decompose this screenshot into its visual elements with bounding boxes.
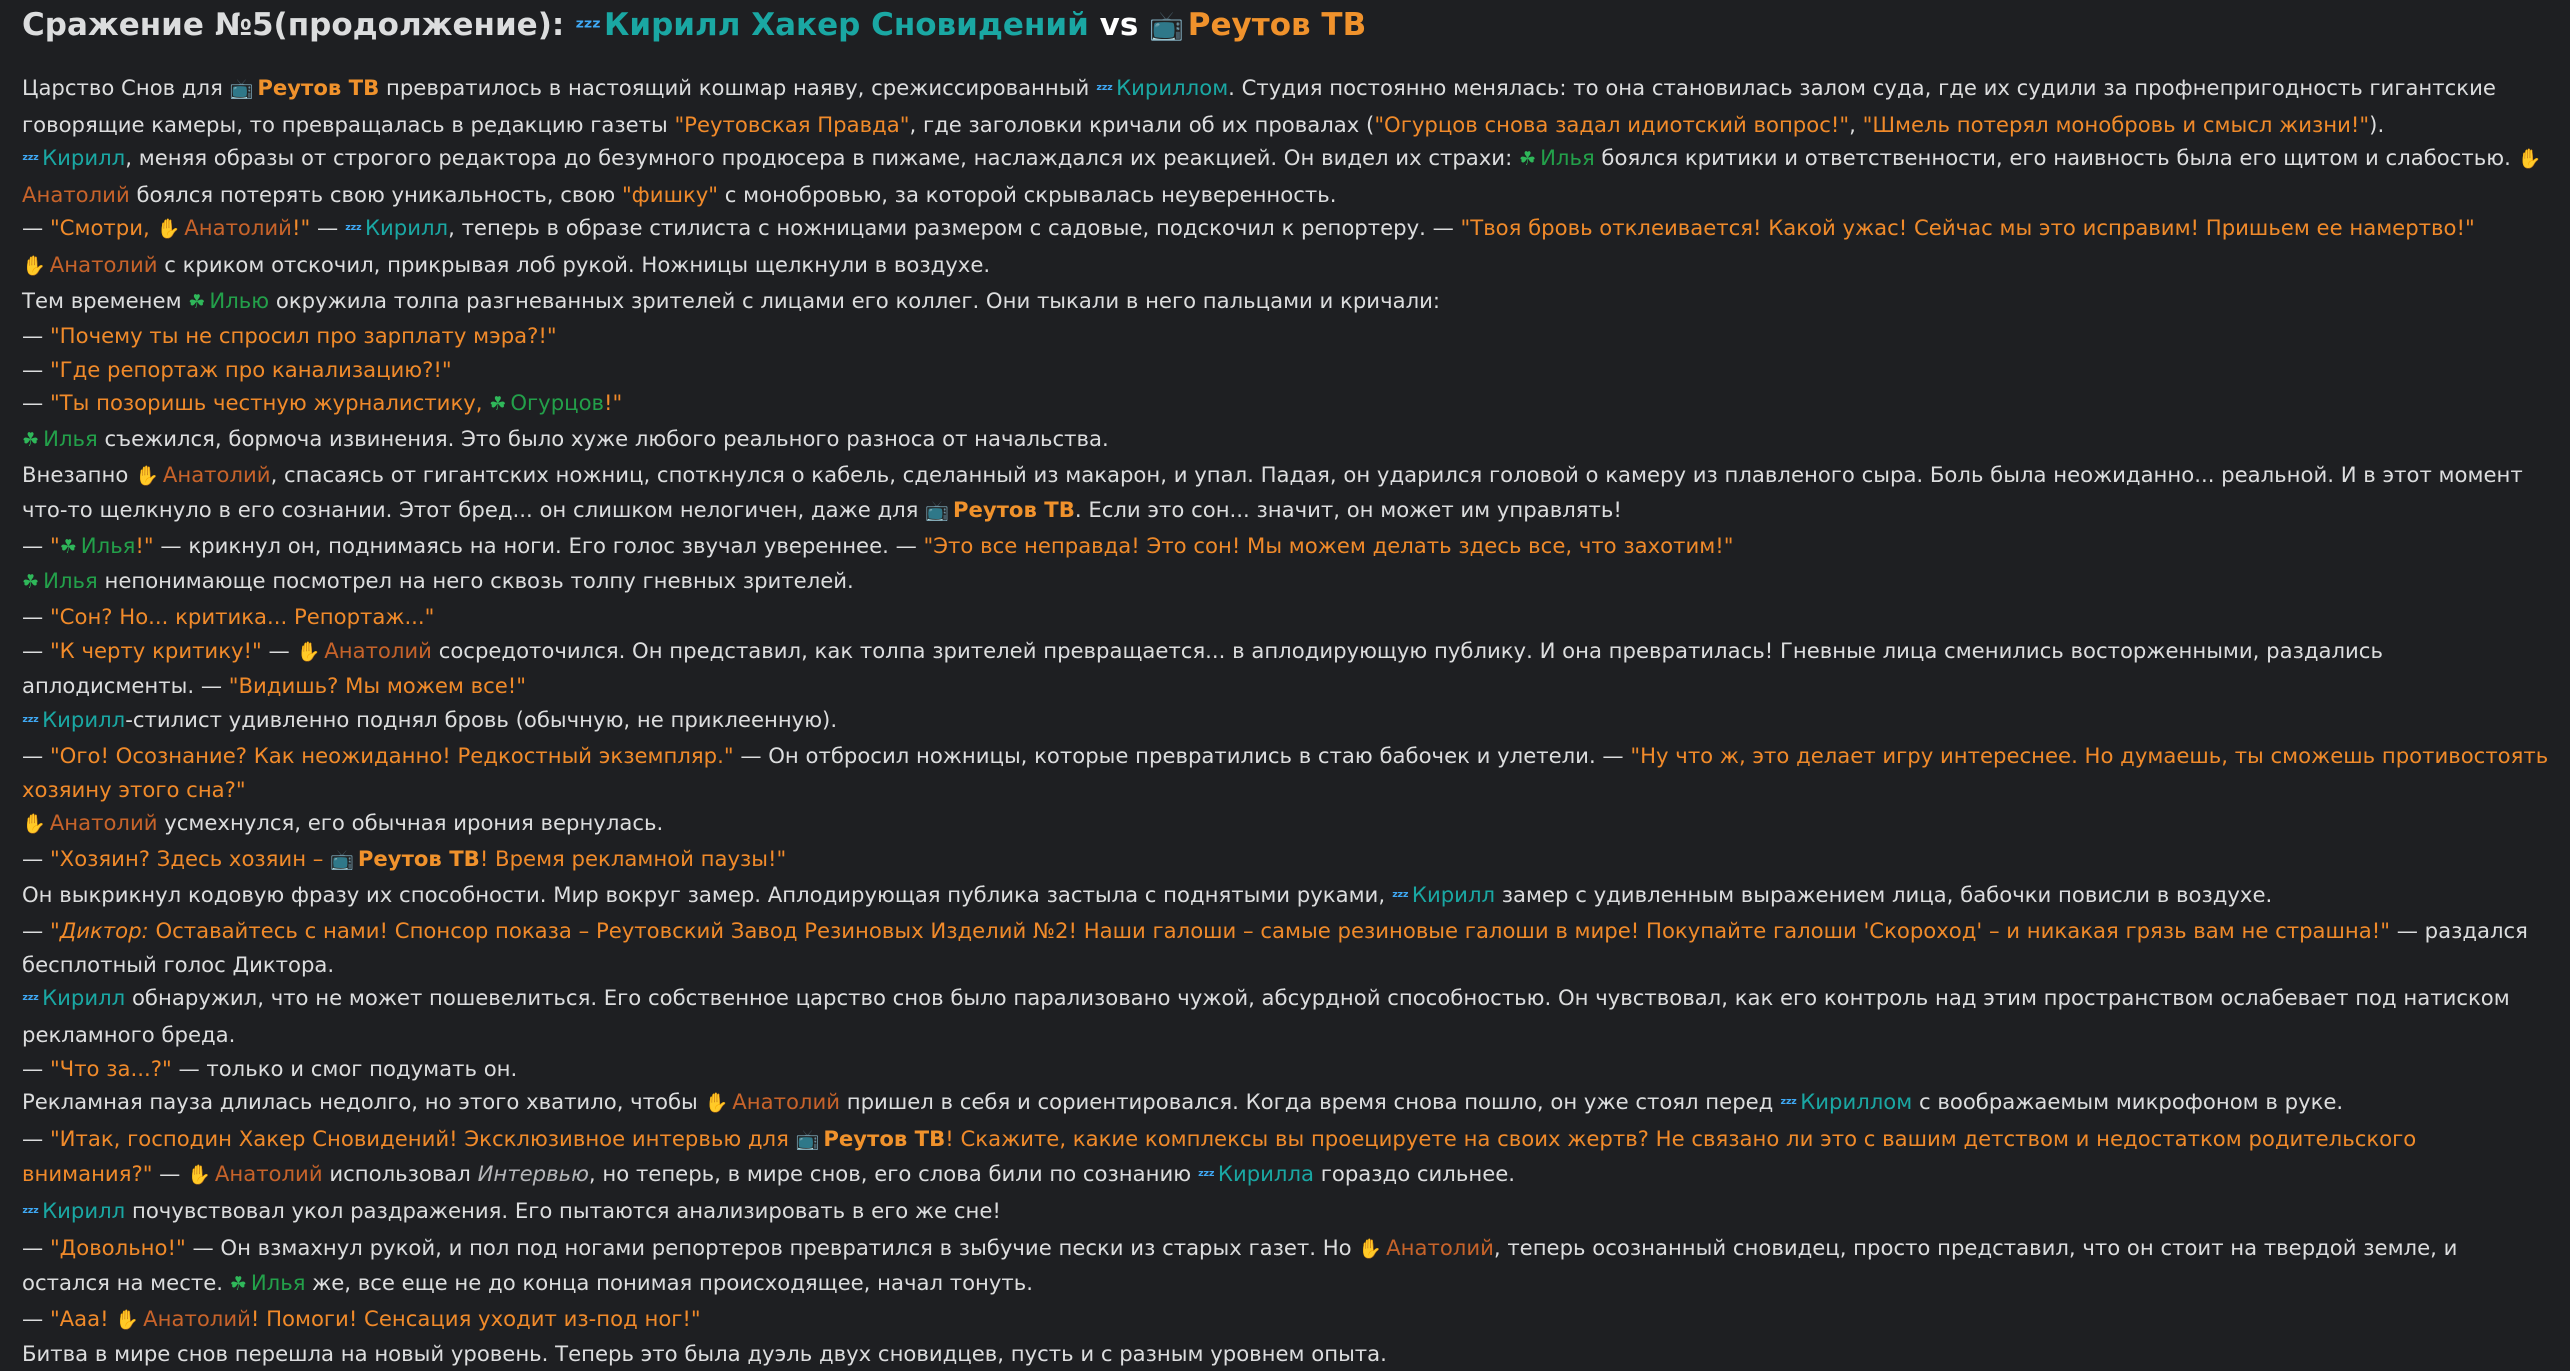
character-name-anatoly: Анатолий xyxy=(49,810,158,836)
television-icon: 📺 xyxy=(330,849,354,872)
zzz-sleep-icon: ᶻᶻᶻ xyxy=(22,151,39,170)
dialogue-quote: !" xyxy=(135,532,154,558)
zzz-sleep-icon: ᶻᶻᶻ xyxy=(1391,887,1408,906)
narration-text: гораздо сильнее. xyxy=(1314,1161,1515,1187)
story-line xyxy=(22,248,2550,284)
narration-text: — xyxy=(22,390,50,416)
narration-text: превратилось в настоящий кошмар наяву, срежиссированный xyxy=(379,75,1096,100)
character-name-anatoly: Анатолий xyxy=(732,1089,841,1115)
television-icon: 📺 xyxy=(925,500,949,523)
narration-text: Тем временем xyxy=(22,287,189,313)
dialogue-quote: "Итак, господин Хакер Сновидений! Эксклюзивное интервью для xyxy=(49,1125,796,1151)
character-name-kirill: Кириллом xyxy=(1800,1089,1913,1115)
zzz-sleep-icon: ᶻᶻᶻ xyxy=(1780,1095,1797,1114)
character-name-ilya: Илья xyxy=(80,532,136,558)
narration-text: , xyxy=(1849,111,1863,137)
dialogue-quote: !" xyxy=(291,215,311,241)
story-line xyxy=(22,564,2550,600)
story-line xyxy=(22,878,2550,915)
character-name-kirill: Кирилл xyxy=(42,985,126,1011)
story-line xyxy=(22,353,2550,387)
dialogue-quote: "Почему ты не спросил про зарплату мэра?!" xyxy=(49,323,557,349)
narration-text: с криком отскочил, прикрывая лоб рукой. Ножницы щелкнули в воздухе. xyxy=(157,251,991,277)
story-line xyxy=(22,1231,2550,1302)
dialogue-quote: "Ого! Осознание? Как неожиданно! Редкостный экземпляр." xyxy=(49,743,734,769)
narration-text: боялся критики и ответственности, его наивность была его щитом и слабостью. xyxy=(1594,145,2518,171)
title-fighter2: Реутов ТВ xyxy=(1187,7,1367,43)
narration-text: замер с удивленным выражением лица, бабочки повисли в воздухе. xyxy=(1495,881,2273,907)
narration-text: с воображаемым микрофоном в руке. xyxy=(1912,1089,2344,1115)
dialogue-quote: "К черту критику!" xyxy=(49,637,262,663)
narration-text: , спасаясь от гигантских ножниц, споткнулся о кабель, сделанный из макарон, и упал. Падая, он ударился головой о камеру из плавленого сыра. Боль была неожиданно... реальной. И в этот момент что-то щелкнуло в его сознании. Этот бред... он слишком нелогичен, даже для xyxy=(22,461,2523,523)
dialogue-quote: "Шмель потерял монобровь и смысл жизни!" xyxy=(1862,111,2370,137)
title-prefix: Сражение №5(продолжение): xyxy=(22,7,576,43)
character-name-anatoly: Анатолий xyxy=(324,637,432,663)
raised-hand-icon: ✋ xyxy=(704,1092,729,1115)
character-name-ilya: Илья xyxy=(1540,145,1595,171)
story-line xyxy=(22,1085,2550,1122)
dialogue-quote: !" xyxy=(604,390,623,416)
character-name-kirill: Кирилла xyxy=(1217,1161,1315,1187)
story-line xyxy=(22,981,2550,1051)
narration-text: . Если это сон... значит, он может им управлять! xyxy=(1074,497,1622,523)
zzz-sleep-icon: ᶻᶻᶻ xyxy=(344,221,361,240)
story-line xyxy=(22,1302,2550,1338)
dialogue-quote: "Ты позоришь честную журналистику, xyxy=(49,390,490,416)
dialogue-quote: "Это все неправда! Это сон! Мы можем делать здесь все, что захотим!" xyxy=(923,532,1734,558)
story-body xyxy=(22,71,2550,1371)
story-line xyxy=(22,703,2550,740)
title-vs: vs xyxy=(1088,7,1150,43)
story-line xyxy=(22,1052,2550,1086)
raised-hand-icon: ✋ xyxy=(187,1164,211,1187)
narration-text: — только и смог подумать он. xyxy=(171,1055,518,1081)
character-name-ilya: Илья xyxy=(250,1270,306,1296)
dialogue-quote: "Твоя бровь отклеивается! Какой ужас! Сейчас мы это исправим! Пришьем ее намертво!" xyxy=(1460,215,2475,241)
title-fighter1: Кирилл Хакер Сновидений xyxy=(604,7,1089,43)
dialogue-quote: "Хозяин? Здесь хозяин – xyxy=(49,846,331,872)
narration-text: — xyxy=(22,918,50,944)
narration-text: с монобровью, за которой скрывалась неуверенность. xyxy=(718,181,1337,207)
raised-hand-icon: ✋ xyxy=(156,218,181,241)
dialogue-quote: "Ну что ж, это делает игру интереснее. Но думаешь, ты сможешь противостоять хозяину этого сна?" xyxy=(22,743,2549,802)
character-name-kirill: Кирилл xyxy=(364,215,449,241)
narration-text: Битва в мире снов перешла на новый уровень. Теперь это была дуэль двух сновидцев, пусть и с разным уровнем опыта. xyxy=(22,1341,1387,1367)
dialogue-quote: Оставайтесь с нами! Спонсор показа – Реутовский Завод Резиновых Изделий №2! Наши галоши – самые резиновые галоши в мире! Покупайте галоши 'Скороход' – и никакая грязь вам не страшна!" xyxy=(148,918,2390,944)
narration-text: ). xyxy=(2369,111,2385,137)
character-name-anatoly: Анатолий xyxy=(22,181,130,207)
shamrock-icon: ☘ xyxy=(22,571,40,594)
narration-text: — xyxy=(152,1161,188,1187)
raised-hand-icon: ✋ xyxy=(135,464,159,487)
dialogue-quote: "Реутовская Правда" xyxy=(674,111,910,137)
narration-text: пришел в себя и сориентировался. Когда время снова пошло, он уже стоял перед xyxy=(840,1089,1781,1115)
dialogue-quote: "Огурцов снова задал идиотский вопрос!" xyxy=(1374,111,1850,137)
dialogue-quote: "Довольно!" xyxy=(49,1234,186,1260)
story-line xyxy=(22,634,2550,703)
character-name-ilya: Илья xyxy=(43,425,98,451)
dialogue-quote: "Смотри, xyxy=(49,215,157,241)
story-line xyxy=(22,319,2550,353)
narration-text: — крикнул он, поднимаясь на ноги. Его голос звучал увереннее. — xyxy=(153,532,924,558)
narration-text: — xyxy=(22,603,50,629)
narration-text: — Он отбросил ножницы, которые превратились в стаю бабочек и улетели. — xyxy=(733,743,1631,769)
story-line xyxy=(22,914,2550,981)
narration-text: — xyxy=(310,215,345,241)
dialogue-quote: "фишку" xyxy=(621,181,719,207)
television-icon: 📺 xyxy=(1149,9,1184,42)
narration-text: — xyxy=(22,356,50,382)
character-name-ilya: Огурцов xyxy=(510,390,605,416)
character-name-kirill: Кирилл xyxy=(42,706,126,732)
narration-text: Внезапно xyxy=(22,461,136,487)
dialogue-quote: ! Скажите, какие комплексы вы проецируете на своих жертв? Не связано ли это с вашим детством и недостатком родительского внимания?" xyxy=(22,1125,2417,1187)
character-name-anatoly: Анатолий xyxy=(49,251,158,277)
narration-text: — xyxy=(22,846,50,872)
narration-text: — xyxy=(22,532,50,558)
dialogue-quote: " xyxy=(49,532,60,558)
shamrock-icon: ☘ xyxy=(59,535,77,558)
narration-text: непонимающе посмотрел на него сквозь толпу гневных зрителей. xyxy=(97,568,854,594)
narration-text: боялся потерять свою уникальность, свою xyxy=(129,181,622,207)
story-line xyxy=(22,1122,2550,1194)
narration-text: Интервью xyxy=(477,1161,589,1187)
character-name-anatoly: Анатолий xyxy=(1386,1234,1494,1260)
character-name-reutov: Реутов ТВ xyxy=(257,75,380,100)
narration-text: -стилист удивленно поднял бровь (обычную, не приклеенную). xyxy=(125,706,838,732)
dialogue-quote: ! Время рекламной паузы!" xyxy=(479,846,787,872)
story-line xyxy=(22,386,2550,422)
narration-text: — xyxy=(22,637,50,663)
character-name-ilya: Илья xyxy=(43,568,98,594)
television-icon: 📺 xyxy=(795,1128,820,1151)
narration-text: . Студия постоянно менялась: то она становилась залом суда, где их судили за профнепригодность гигантские говорящие камеры, то превращалась в редакцию газеты xyxy=(22,75,2496,137)
narration-text: Он выкрикнул кодовую фразу их способности. Мир вокруг замер. Аплодирующая публика застыла с поднятыми руками, xyxy=(22,881,1392,907)
dialogue-quote: "Видишь? Мы можем все!" xyxy=(228,673,527,699)
page-title xyxy=(22,0,2550,53)
raised-hand-icon: ✋ xyxy=(1358,1237,1383,1260)
raised-hand-icon: ✋ xyxy=(22,813,46,836)
story-line xyxy=(22,1194,2550,1231)
character-name-reutov: Реутов ТВ xyxy=(952,497,1075,523)
raised-hand-icon: ✋ xyxy=(115,1308,140,1331)
raised-hand-icon: ✋ xyxy=(296,640,321,663)
story-line xyxy=(22,458,2550,529)
shamrock-icon: ☘ xyxy=(188,290,206,313)
story-line xyxy=(22,842,2550,878)
story-line xyxy=(22,422,2550,458)
narration-text: обнаружил, что не может пошевелиться. Его собственное царство снов было парализовано чужой, абсурдной способностью. Он чувствовал, как его контроль над этим пространством ослабевает под натиском рекламного бреда. xyxy=(22,985,2510,1048)
character-name-kirill: Кирилл xyxy=(1411,881,1496,907)
narration-text: — Он взмахнул рукой, и пол под ногами репортеров превратился в зыбучие пески из старых газет. Но xyxy=(185,1234,1359,1260)
narration-text: , но теперь, в мире снов, его слова били по сознанию xyxy=(588,1161,1198,1187)
raised-hand-icon: ✋ xyxy=(22,254,46,277)
narration-text: Рекламная пауза длилась недолго, но этого хватило, чтобы xyxy=(22,1089,705,1115)
dialogue-quote: " xyxy=(49,918,60,944)
narration-text: — xyxy=(261,637,297,663)
narration-text: — xyxy=(22,743,50,769)
character-name-kirill: Кириллом xyxy=(1116,75,1229,100)
dialogue-quote: Диктор: xyxy=(59,918,149,944)
dialogue-quote: ! Помоги! Сенсация уходит из-под ног!" xyxy=(250,1305,701,1331)
shamrock-icon: ☘ xyxy=(22,428,40,451)
zzz-sleep-icon: ᶻᶻᶻ xyxy=(22,712,39,731)
story-line xyxy=(22,739,2550,806)
character-name-kirill: Кирилл xyxy=(42,145,126,171)
character-name-anatoly: Анатолий xyxy=(214,1161,323,1187)
narration-text: съежился, бормоча извинения. Это было хуже любого реального разноса от начальства. xyxy=(97,425,1109,451)
story-line xyxy=(22,806,2550,842)
zzz-sleep-icon: ᶻᶻᶻ xyxy=(575,15,601,41)
narration-text: — xyxy=(22,1305,50,1331)
narration-text: , теперь в образе стилиста с ножницами размером с садовые, подскочил к репортеру. — xyxy=(448,215,1461,241)
character-name-reutov: Реутов ТВ xyxy=(357,846,480,872)
character-name-anatoly: Анатолий xyxy=(143,1305,251,1331)
zzz-sleep-icon: ᶻᶻᶻ xyxy=(1197,1167,1214,1186)
narration-text: , меняя образы от строгого редактора до безумного продюсера в пижаме, наслаждался их реакцией. Он видел их страхи: xyxy=(125,145,1519,171)
narration-text: — xyxy=(22,215,50,241)
story-line xyxy=(22,284,2550,320)
story-line xyxy=(22,141,2550,211)
narration-text: — раздался бесплотный голос Диктора. xyxy=(22,918,2528,977)
shamrock-icon: ☘ xyxy=(489,393,507,416)
story-line xyxy=(22,600,2550,634)
television-icon: 📺 xyxy=(229,78,254,100)
narration-text: Царство Снов для xyxy=(22,75,230,100)
story-line xyxy=(22,1337,2550,1371)
narration-text: , теперь осознанный сновидец, просто представил, что он стоит на твердой земле, и остался на месте. xyxy=(22,1234,2458,1296)
dialogue-quote: "Ааа! xyxy=(49,1305,116,1331)
narration-text: же, все еще не до конца понимая происходящее, начал тонуть. xyxy=(305,1270,1033,1296)
narration-text: окружила толпа разгневанных зрителей с лицами его коллег. Они тыкали в него пальцами и кричали: xyxy=(269,287,1441,313)
story-panel xyxy=(22,0,2550,1371)
character-name-ilya: Илью xyxy=(209,287,270,313)
zzz-sleep-icon: ᶻᶻᶻ xyxy=(22,991,39,1010)
narration-text: — xyxy=(22,323,50,349)
narration-text: использовал xyxy=(322,1161,478,1187)
narration-text: сосредоточился. Он представил, как толпа зрителей превращается... в аплодирующую публику. И она превратилась! Гневные лица сменились восторженными, раздались аплодисменты. — xyxy=(22,637,2383,699)
narration-text: — xyxy=(22,1055,50,1081)
dialogue-quote: "Сон? Но... критика... Репортаж..." xyxy=(49,603,435,629)
story-line xyxy=(22,211,2550,248)
shamrock-icon: ☘ xyxy=(229,1273,247,1296)
narration-text: усмехнулся, его обычная ирония вернулась. xyxy=(157,810,664,836)
zzz-sleep-icon: ᶻᶻᶻ xyxy=(1096,81,1113,99)
story-line xyxy=(22,529,2550,565)
dialogue-quote: "Где репортаж про канализацию?!" xyxy=(49,356,452,382)
narration-text: — xyxy=(22,1125,50,1151)
zzz-sleep-icon: ᶻᶻᶻ xyxy=(22,1204,39,1222)
story-line xyxy=(22,71,2550,141)
dialogue-quote: "Что за...?" xyxy=(49,1055,172,1081)
character-name-anatoly: Анатолий xyxy=(184,215,292,241)
narration-text: почувствовал укол раздражения. Его пытаются анализировать в его же сне! xyxy=(125,1198,1001,1223)
narration-text: , где заголовки кричали об их провалах ( xyxy=(909,111,1375,137)
shamrock-icon: ☘ xyxy=(1518,148,1537,171)
narration-text: — xyxy=(22,1234,50,1260)
character-name-anatoly: Анатолий xyxy=(162,461,271,487)
character-name-kirill: Кирилл xyxy=(42,1198,126,1223)
character-name-reutov: Реутов ТВ xyxy=(823,1125,946,1151)
raised-hand-icon: ✋ xyxy=(2517,148,2542,171)
